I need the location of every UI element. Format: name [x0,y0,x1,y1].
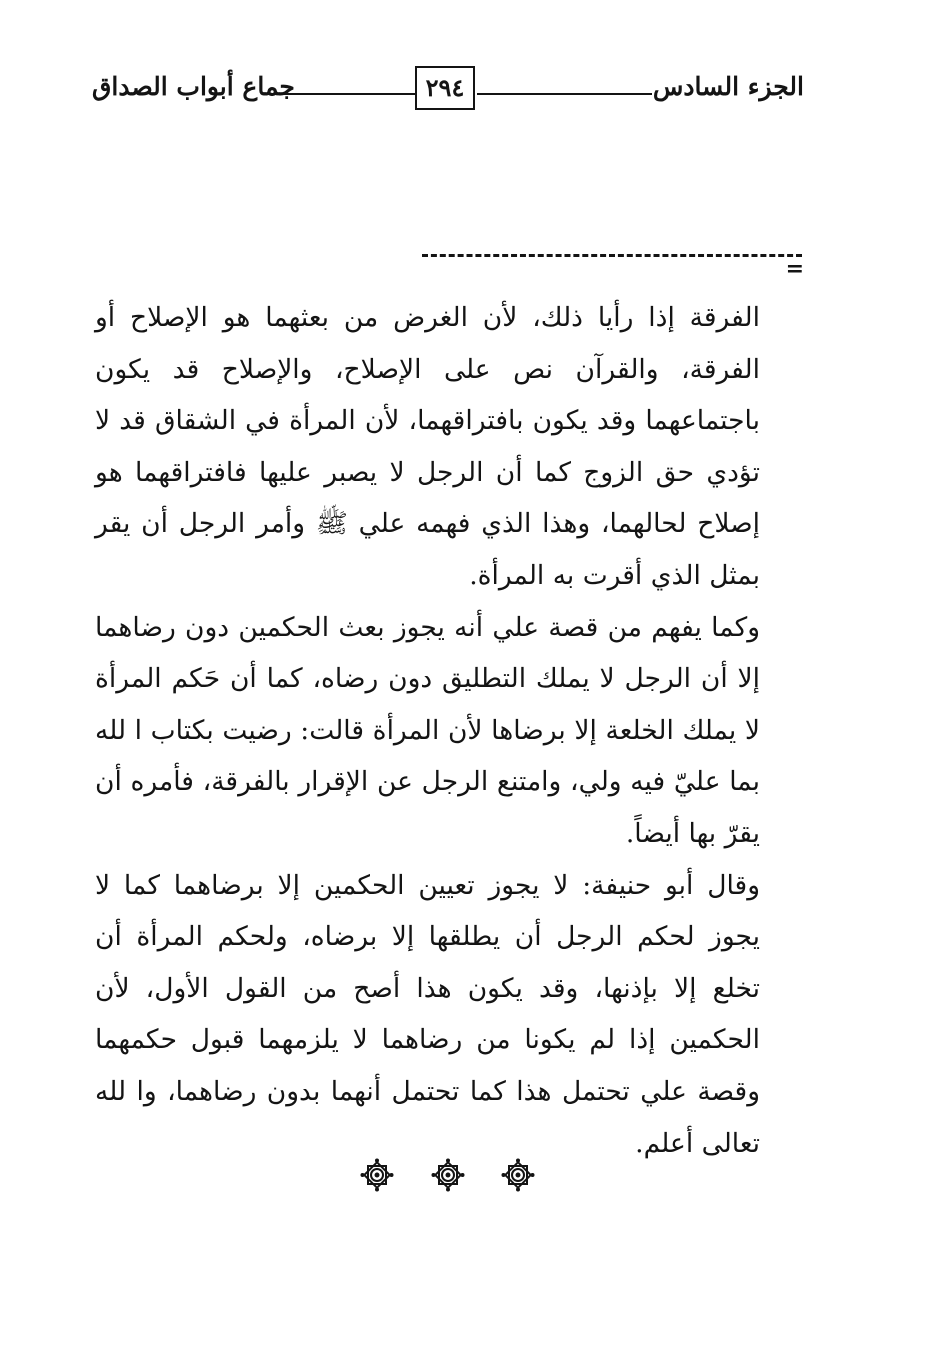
paragraph-1: الفرقة إذا رأيا ذلك، لأن الغرض من بعثهما هو الإصلاح أو الفرقة، والقرآن نص على الإصلاح، والإصلاح قد يكون باجتماعهما وقد يكون بافتراقهما، لأن المرأة في الشقاق قد لا تؤدي حق الزوج كما أن الرجل لا يصبر عليها فافتراقهما هو إصلاح لحالهما، وهذا الذي فهمه علي ﷺ وأمر الرجل أن يقر بمثل الذي أقرت به المرأة. [95,302,760,591]
footnote-separator [422,240,802,257]
page-header [92,66,804,116]
paragraph-2: وكما يفهم من قصة علي أنه يجوز بعث الحكمين دون رضاهما إلا أن الرجل لا يملك التطليق دون رضاه، كما أن حَكم المرأة لا يملك الخلعة إلا برضاها لأن المرأة قالت: رضيت بكتاب ا لله بما عليّ فيه ولي، وامتنع الرجل عن الإقرار بالفرقة، فأمره أن يقرّ بها أيضاً. [95,611,760,849]
ornament-icon [501,1158,535,1192]
end-ornaments [360,1158,535,1198]
main-text [95,292,760,1169]
continuation-mark: = [785,256,804,282]
header-chapter-title: جماع أبواب الصداق [92,72,295,101]
page-number: ٢٩٤ [415,66,475,110]
header-rule-left [280,93,415,95]
paragraph-3: وقال أبو حنيفة: لا يجوز تعيين الحكمين إلا برضاهما كما لا يجوز لحكم الرجل أن يطلقها إلا برضاه، ولحكم المرأة أن تخلع إلا بإذنها، وقد يكون هذا أصح من القول الأول، لأن الحكمين إذا لم يكونا من رضاهما لا يلزمهما قبول حكمهما وقصة علي تحتمل هذا كما تحتمل أنهما بدون رضاهما، وا لله تعالى أعلم. [95,869,760,1159]
ornament-icon [360,1158,394,1192]
header-part-title: الجزء السادس [652,72,804,101]
ornament-icon [431,1158,465,1192]
header-rule-right [477,93,652,95]
